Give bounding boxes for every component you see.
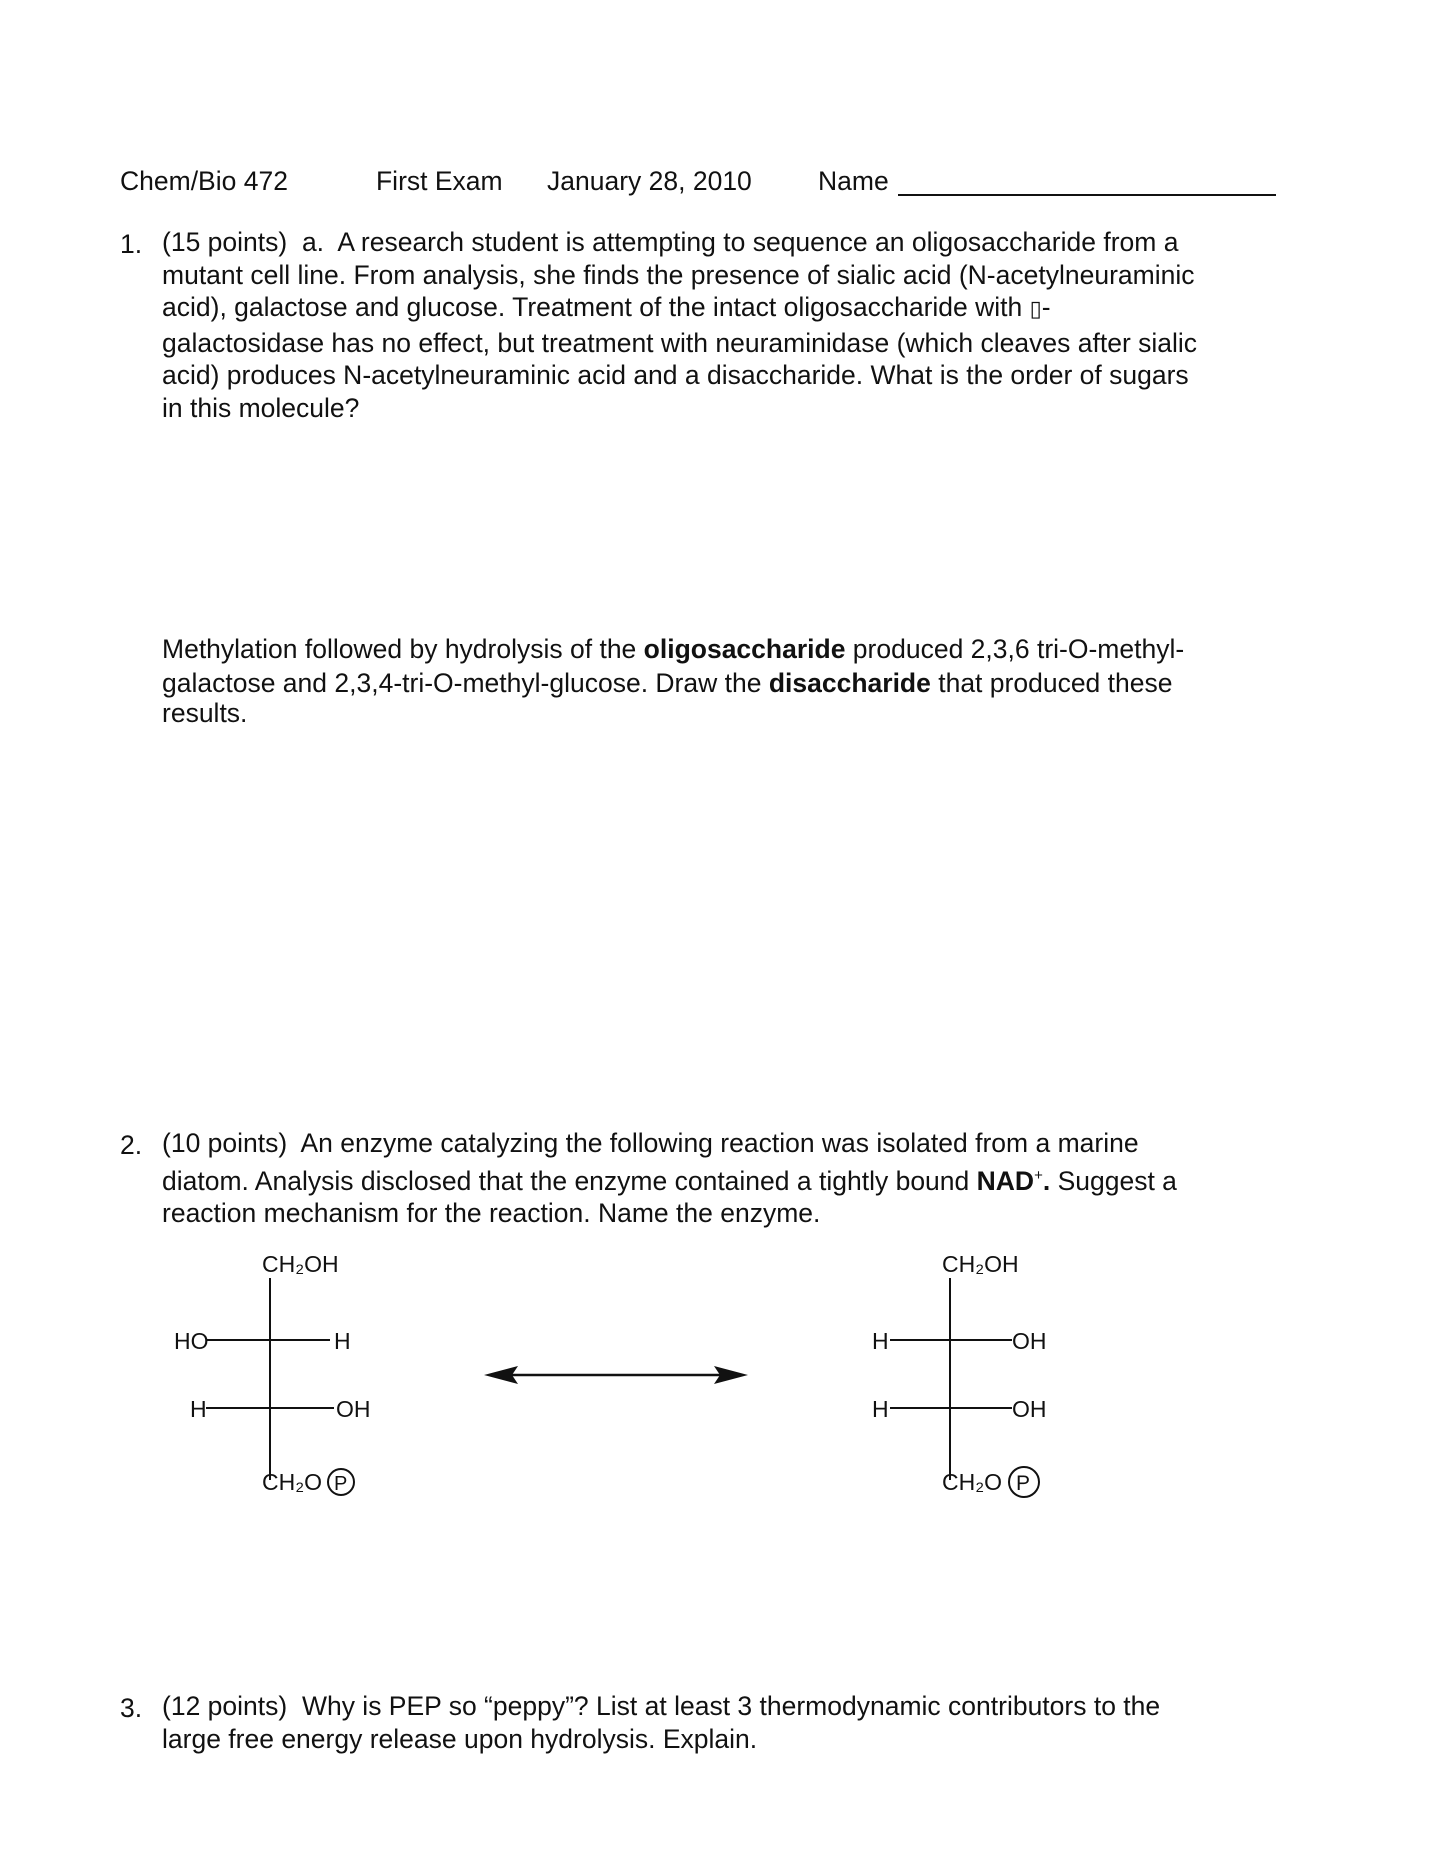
q1-part-a-label: a. (301, 227, 325, 257)
question-1-number: 1. (120, 229, 143, 259)
left-row2-right: OH (336, 1396, 371, 1422)
q1b-bold-disaccharide: disaccharide (768, 668, 931, 698)
q1-line-2: mutant cell line. From analysis, she finds the presence of sialic acid (N-acetylneuraminic (162, 259, 1195, 290)
q1-line-5: acid) produces N-acetylneuraminic acid and a disaccharide. What is the order of sugars (162, 360, 1189, 390)
right-top-group: CH₂OH (942, 1251, 1019, 1277)
left-phosphate-label: P (334, 1473, 348, 1495)
q2-points: (10 points) (162, 1128, 288, 1158)
left-row2-left: H (190, 1396, 207, 1422)
q1-line-3-text: acid), galactose and glucose. Treatment of the intact oligosaccharide with (162, 292, 1030, 322)
exam-date: January 28, 2010 (547, 166, 752, 196)
name-blank-line (898, 194, 1276, 196)
left-top-group: CH₂OH (262, 1251, 339, 1277)
q2-line-1 (162, 1127, 1292, 1160)
question-1-part-a (162, 226, 1292, 424)
q1-line-3-hyphen: - (1041, 292, 1051, 322)
question-2-body (162, 1127, 1292, 1229)
right-row2-left: H (872, 1396, 889, 1422)
right-phosphate-label: P (1016, 1472, 1031, 1495)
q2-nad-superscript: + (1034, 1166, 1043, 1184)
q1-line-4: galactosidase has no effect, but treatment with neuraminidase (which cleaves after sialic (162, 327, 1198, 358)
q1-line-1 (162, 226, 1292, 259)
q1-points: (15 points) (162, 227, 288, 257)
q1b-line-2 (162, 666, 1292, 700)
question-2-number: 2. (120, 1130, 143, 1160)
q1-line-6: in this molecule? (162, 392, 360, 423)
q1b-line-1-post: produced 2,3,6 tri-O-methyl- (845, 634, 1185, 664)
q3-line-2: large free energy release upon hydrolysis. Explain. (162, 1723, 758, 1754)
right-fischer-projection (872, 1251, 1047, 1497)
right-row1-right: OH (1012, 1328, 1047, 1354)
q1-line-1-text: A research student is attempting to sequence an oligosaccharide from a (337, 227, 1179, 257)
fischer-reaction-diagram (0, 1240, 1456, 1520)
q1-line-3 (162, 291, 1292, 327)
q2-line-3: reaction mechanism for the reaction. Name the enzyme. (162, 1197, 821, 1228)
left-bottom-group: CH₂O (262, 1469, 323, 1495)
q1b-line-2-pre: galactose and 2,3,4-tri-O-methyl-glucose. Draw the (162, 668, 769, 698)
right-row1-left: H (872, 1328, 889, 1354)
left-row1-right: H (334, 1328, 351, 1354)
exam-title: First Exam (376, 166, 503, 196)
q3-line-1 (162, 1690, 1292, 1723)
q1b-line-3: results. (162, 698, 248, 728)
question-3-body (162, 1690, 1292, 1755)
right-row2-right: OH (1012, 1396, 1047, 1422)
q1b-line-1 (162, 632, 1292, 666)
q2-line-2-pre: diatom. Analysis disclosed that the enzyme contained a tightly bound (162, 1165, 977, 1196)
q3-line-1-text: Why is PEP so “peppy”? List at least 3 thermodynamic contributors to the (301, 1691, 1161, 1721)
question-1-part-b (162, 632, 1292, 730)
q3-points: (12 points) (162, 1691, 288, 1721)
q2-line-2-post: Suggest a (1050, 1165, 1177, 1196)
q1b-bold-oligosaccharide: oligosaccharide (643, 634, 846, 664)
q1b-line-2-post: that produced these (930, 668, 1173, 698)
q2-bold-period: . (1042, 1165, 1051, 1196)
left-row1-left: HO (174, 1328, 209, 1354)
q2-bold-nad: NAD (976, 1165, 1035, 1196)
q1b-line-1-pre: Methylation followed by hydrolysis of the (162, 634, 644, 664)
q2-line-1-text: An enzyme catalyzing the following reaction was isolated from a marine (300, 1128, 1139, 1158)
right-bottom-group: CH₂O (942, 1469, 1003, 1495)
missing-glyph: ▯ (1029, 297, 1042, 322)
course-label: Chem/Bio 472 (120, 166, 288, 196)
q2-line-2 (162, 1160, 1292, 1197)
name-label: Name (818, 166, 889, 196)
reaction-equilibrium-arrow (484, 1366, 748, 1384)
left-fischer-projection (174, 1251, 371, 1495)
question-3-number: 3. (120, 1693, 143, 1723)
